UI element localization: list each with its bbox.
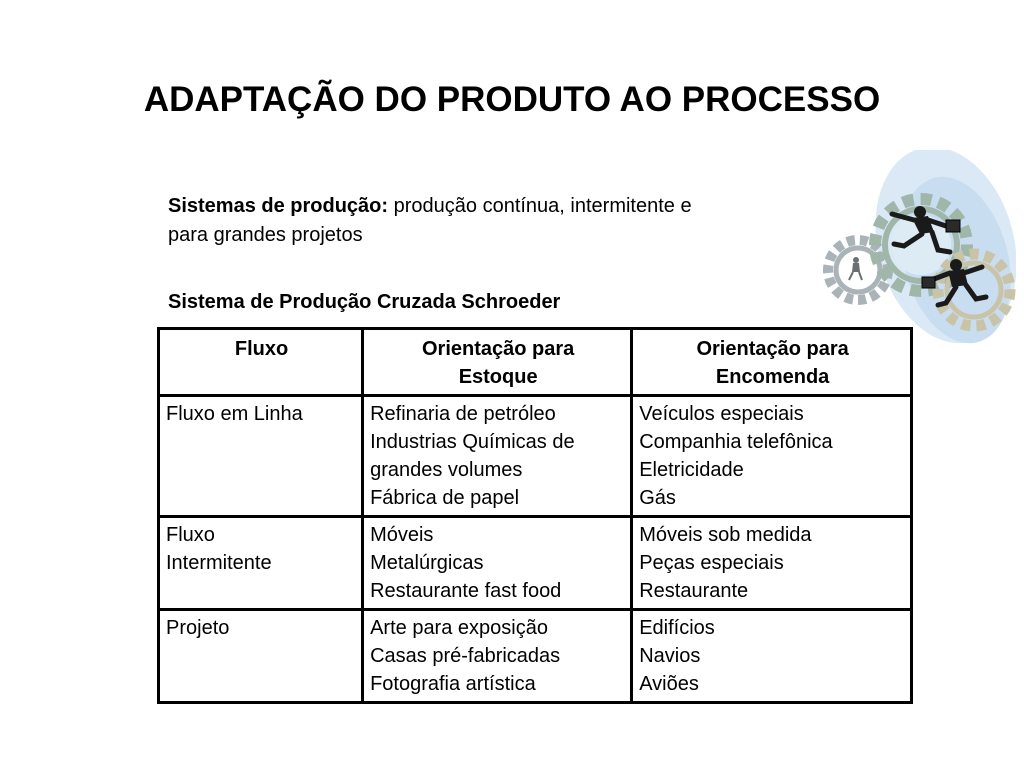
intro-bold-label: Sistemas de produção: [168, 195, 389, 217]
cell-order: Móveis sob medida Peças especiais Restaurante [632, 517, 912, 610]
table-caption: Sistema de Produção Cruzada Schroeder [168, 291, 561, 313]
table-header-row [159, 329, 912, 396]
cell-stock: Arte para exposição Casas pré-fabricadas Fotografia artística [363, 610, 632, 703]
cell-stock: Móveis Metalúrgicas Restaurante fast food [363, 517, 632, 610]
intro-text: produção contínua, intermitente e para grandes projetos [168, 195, 692, 246]
production-systems-table [157, 327, 913, 704]
cell-order: Edifícios Navios Aviões [632, 610, 912, 703]
table-row [159, 517, 912, 610]
cell-order: Veículos especiais Companhia telefônica Eletricidade Gás [632, 396, 912, 517]
slide-title: ADAPTAÇÃO DO PRODUTO AO PROCESSO [143, 80, 881, 119]
cell-flow: Fluxo em Linha [159, 396, 363, 517]
cell-stock: Refinaria de petróleo Industrias Químicas de grandes volumes Fábrica de papel [363, 396, 632, 517]
header-cell-flow: Fluxo [159, 329, 363, 396]
table-row [159, 396, 912, 517]
cell-flow: Fluxo Intermitente [159, 517, 363, 610]
small-figure-icon [849, 257, 862, 280]
intro-paragraph [168, 192, 728, 250]
header-cell-order: Orientação para Encomenda [632, 329, 912, 396]
table-row [159, 610, 912, 703]
header-cell-stock: Orientação para Estoque [363, 329, 632, 396]
cell-flow: Projeto [159, 610, 363, 703]
